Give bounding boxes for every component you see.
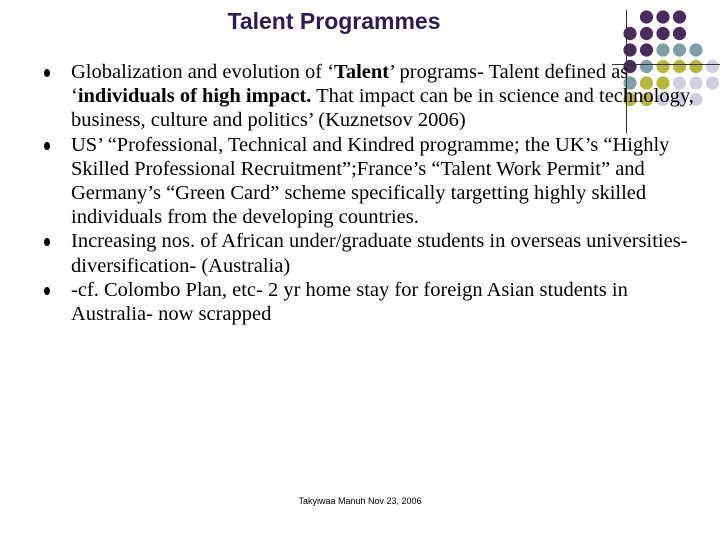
decorative-dot	[640, 27, 653, 40]
bullet-item	[44, 278, 694, 326]
bullet-text: Increasing nos. of African under/graduate students in overseas universities- diversification- (Australia)	[71, 230, 688, 277]
bullet-item	[44, 133, 694, 230]
bullet-marker	[44, 142, 50, 150]
bullet-bold-term: individuals of high impact.	[77, 85, 312, 108]
decorative-dot	[656, 27, 669, 40]
decorative-dot	[706, 60, 719, 73]
decorative-dot	[673, 10, 686, 23]
bullet-text-segment: Globalization and evolution of ‘	[71, 61, 335, 83]
bullet-item	[44, 229, 694, 277]
bullet-list	[44, 60, 694, 326]
decorative-dot	[656, 10, 669, 23]
decorative-dot	[706, 76, 719, 89]
bullet-text-segment: ’ programs- Talent defined as ‘	[71, 61, 629, 108]
bullet-text: US’ “Professional, Technical and Kindred programme; the UK’s “Highly Skilled Professional Recruitment”;France’s “Talent Work Permit” and Germany’s “Green Card” scheme specifically targetting highly skilled individuals from the developing countries.	[71, 133, 670, 229]
slide-title: Talent Programmes	[227, 8, 441, 34]
decorative-dot	[640, 10, 653, 23]
bullet-text-segment: That impact can be in science and technology, business, culture and politics’ (Kuznetsov 2006)	[71, 85, 694, 132]
bullet-text: -cf. Colombo Plan, etc- 2 yr home stay for foreign Asian students in Australia- now scrapped	[71, 278, 628, 326]
bullet-bold-term: Talent	[334, 61, 390, 83]
decorative-dot	[673, 43, 686, 56]
bullet-marker	[44, 69, 50, 77]
bullet-item	[44, 60, 694, 133]
slide-footer: Takyiwaa Manuh Nov 23, 2006	[298, 496, 422, 506]
decorative-dot	[673, 27, 686, 40]
decorative-dot	[689, 43, 702, 56]
bullet-text	[71, 61, 694, 131]
decorative-dot	[640, 43, 653, 56]
bullet-marker	[44, 287, 50, 295]
decorative-dot	[656, 43, 669, 56]
bullet-marker	[44, 238, 50, 246]
